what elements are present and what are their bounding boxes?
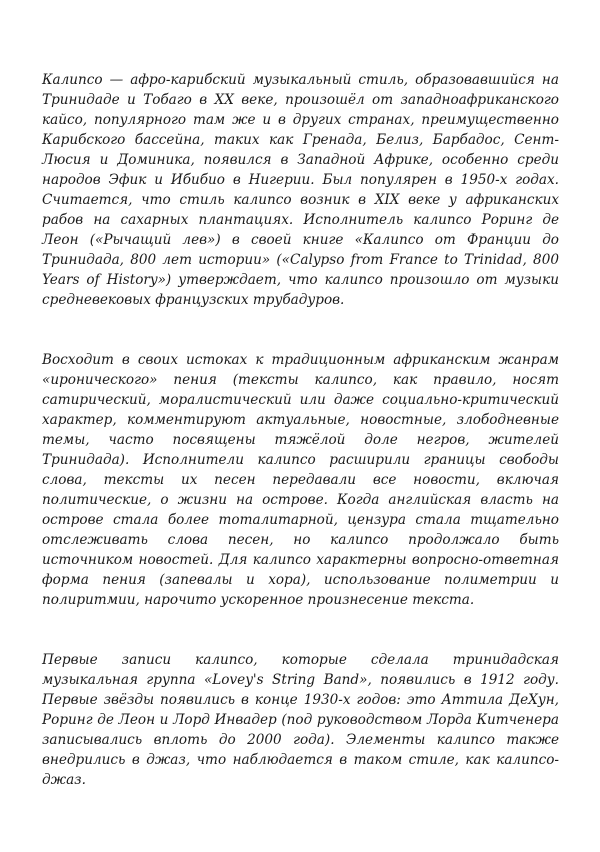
paragraph-roots: Восходит в своих истоках к традиционным африканским жанрам «иронического» пения (тексты калипсо, как правило, носят сатирический, моралистический или даже социально-критический характер, комментируют актуальные, новостные, злободневные темы, часто посвящены тяжёлой доле негров, жителей Тринидада). Исполнители калипсо расширили границы свободы слова, тексты их песен передавали все новости, включая политические, о жизни на острове. Когда английская власть на острове стала более тоталитарной, цензура стала тщательно отслеживать слова песен, но калипсо продолжало быть источником новостей. Для калипсо характерны вопросно-ответная форма пения (запевалы и хора), использование полиметрии и полиритмии, нарочито ускоренное произнесение текста. xyxy=(42,352,559,608)
document-page xyxy=(42,70,559,790)
paragraph-origin: Калипсо — афро-карибский музыкальный стиль, образовавшийся на Тринидаде и Тобаго в XX веке, произошёл от западноафриканского кайсо, популярного там же и в других странах, преимущественно Карибского бассейна, таких как Гренада, Белиз, Барбадос, Сент-Люсия и Доминика, появился в Западной Африке, особенно среди народов Эфик и Ибибио в Нигерии. Был популярен в 1950-х годах. Считается, что стиль калипсо возник в XIX веке у африканских рабов на сахарных плантациях. Исполнитель калипсо Роринг де Леон («Рычащий лев») в своей книге «Калипсо от Франции до Тринидада, 800 лет истории» («Calypso from France to Trinidad, 800 Years of History») утверждает, что калипсо произошло от музыки средневековых французских трубадуров. xyxy=(42,72,559,308)
paragraph-recordings: Первые записи калипсо, которые сделала тринидадская музыкальная группа «Lovey's String Band», появились в 1912 году. Первые звёзды появились в конце 1930-х годов: это Аттила ДеХун, Роринг де Леон и Лорд Инвадер (под руководством Лорда Китченера записывались вплоть до 2000 года). Элементы калипсо также внедрились в джаз, что наблюдается в таком стиле, как калипсо-джаз. xyxy=(42,652,559,788)
